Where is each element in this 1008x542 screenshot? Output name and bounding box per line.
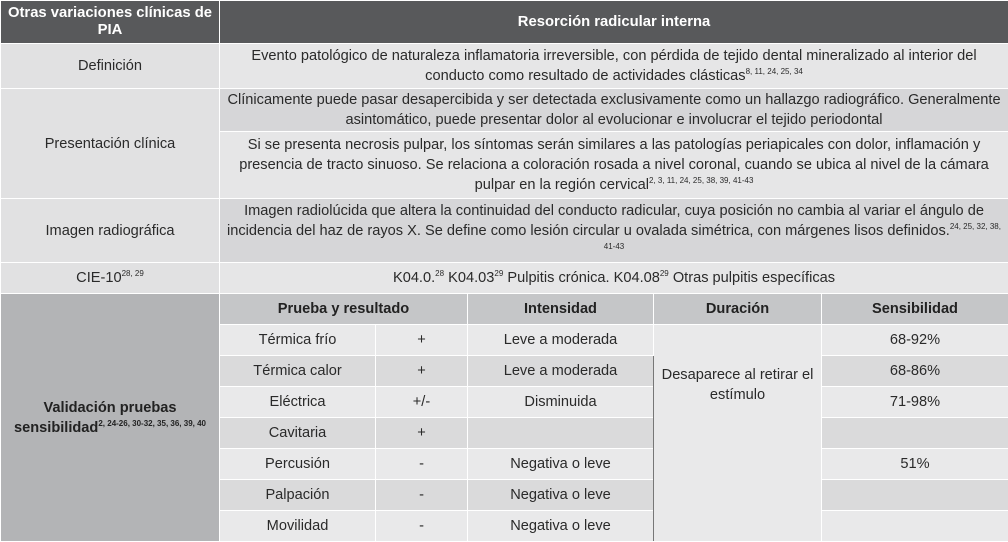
test-sensitivity bbox=[822, 480, 1008, 511]
test-sensitivity bbox=[822, 418, 1008, 449]
label-imagen: Imagen radiográfica bbox=[1, 199, 220, 263]
imagen-text: Imagen radiolúcida que altera la continuidad del conducto radicular, cuya posición no cambia al variar el ángulo de incidencia del haz de rayos X. Se define como lesión circular u ovalada simétrica, con márgenes lisos definidos. bbox=[227, 203, 984, 239]
test-intensity bbox=[468, 418, 654, 449]
text-presentacion-2 bbox=[220, 132, 1008, 199]
test-result: +/- bbox=[376, 387, 468, 418]
test-result: + bbox=[376, 325, 468, 356]
test-intensity: Disminuida bbox=[468, 387, 654, 418]
test-name: Cavitaria bbox=[220, 418, 376, 449]
row-presentacion-1 bbox=[1, 89, 1008, 132]
header-col2: Resorción radicular interna bbox=[220, 1, 1008, 44]
validation-header-row bbox=[1, 294, 1008, 325]
test-sensitivity bbox=[822, 511, 1008, 542]
test-result: - bbox=[376, 511, 468, 542]
label-definicion: Definición bbox=[1, 44, 220, 89]
cie-code1: K04.0. bbox=[393, 270, 435, 286]
duracion-cell bbox=[654, 325, 822, 542]
definicion-refs: 8, 11, 24, 25, 34 bbox=[746, 67, 803, 76]
test-sensitivity: 71-98% bbox=[822, 387, 1008, 418]
header-intensidad: Intensidad bbox=[468, 294, 654, 325]
imagen-refs: 24, 25, 32, 38, 41-43 bbox=[604, 222, 1001, 251]
test-name: Térmica calor bbox=[220, 356, 376, 387]
test-result: - bbox=[376, 449, 468, 480]
presentacion-text2: Si se presenta necrosis pulpar, los síntomas serán similares a las patologías periapicales con dolor, inflamación y presencia de tracto sinuoso. Se relaciona a coloración rosada a nivel coronal, cuando se ubica al nivel de la cámara pulpar en la región cervical bbox=[239, 137, 989, 193]
validacion-refs: 2, 24-26, 30-32, 35, 36, 39, 40 bbox=[98, 419, 206, 428]
row-definicion bbox=[1, 44, 1008, 89]
test-intensity: Negativa o leve bbox=[468, 480, 654, 511]
presentacion-refs2: 2, 3, 11, 24, 25, 38, 39, 41-43 bbox=[649, 176, 753, 185]
label-presentacion: Presentación clínica bbox=[1, 89, 220, 199]
text-definicion bbox=[220, 44, 1008, 89]
test-name: Térmica frío bbox=[220, 325, 376, 356]
test-intensity: Negativa o leve bbox=[468, 511, 654, 542]
cie-ref2: 29 bbox=[494, 269, 503, 278]
header-col1: Otras variaciones clínicas de PIA bbox=[1, 1, 220, 44]
cie-label: CIE-10 bbox=[76, 270, 121, 286]
test-sensitivity: 68-86% bbox=[822, 356, 1008, 387]
header-duracion: Duración bbox=[654, 294, 822, 325]
cie-label-refs: 28, 29 bbox=[122, 269, 144, 278]
test-result: + bbox=[376, 418, 468, 449]
header-prueba: Prueba y resultado bbox=[220, 294, 468, 325]
test-name: Eléctrica bbox=[220, 387, 376, 418]
test-name: Movilidad bbox=[220, 511, 376, 542]
test-intensity: Negativa o leve bbox=[468, 449, 654, 480]
definicion-text: Evento patológico de naturaleza inflamatoria irreversible, con pérdida de tejido dental mineralizado al interior del conducto como resultado de actividades clásticas bbox=[251, 48, 976, 84]
duracion-text: Desaparece al retirar el estímulo bbox=[662, 367, 814, 403]
test-result: + bbox=[376, 356, 468, 387]
test-sensitivity: 51% bbox=[822, 449, 1008, 480]
test-name: Palpación bbox=[220, 480, 376, 511]
test-result: - bbox=[376, 480, 468, 511]
cie-text2: Pulpitis crónica. K04.08 bbox=[503, 270, 660, 286]
header-sensibilidad: Sensibilidad bbox=[822, 294, 1008, 325]
label-validacion bbox=[1, 294, 220, 542]
row-imagen bbox=[1, 199, 1008, 263]
header-row bbox=[1, 1, 1008, 44]
test-intensity: Leve a moderada bbox=[468, 325, 654, 356]
text-presentacion-1: Clínicamente puede pasar desapercibida y ser detectada exclusivamente como un hallazgo radiográfico. Generalmente asintomático, puede presentar dolor al evolucionar e involucrar el tejido periodontal bbox=[220, 89, 1008, 132]
cie-ref1: 28 bbox=[435, 269, 444, 278]
text-imagen bbox=[220, 199, 1008, 263]
text-cie bbox=[220, 263, 1008, 294]
label-cie bbox=[1, 263, 220, 294]
cie-ref3: 29 bbox=[660, 269, 669, 278]
row-cie bbox=[1, 263, 1008, 294]
cie-code2: K04.03 bbox=[444, 270, 494, 286]
test-intensity: Leve a moderada bbox=[468, 356, 654, 387]
cie-text3: Otras pulpitis específicas bbox=[669, 270, 835, 286]
test-name: Percusión bbox=[220, 449, 376, 480]
test-sensitivity: 68-92% bbox=[822, 325, 1008, 356]
validacion-label: Validación pruebas sensibilidad bbox=[14, 400, 177, 436]
